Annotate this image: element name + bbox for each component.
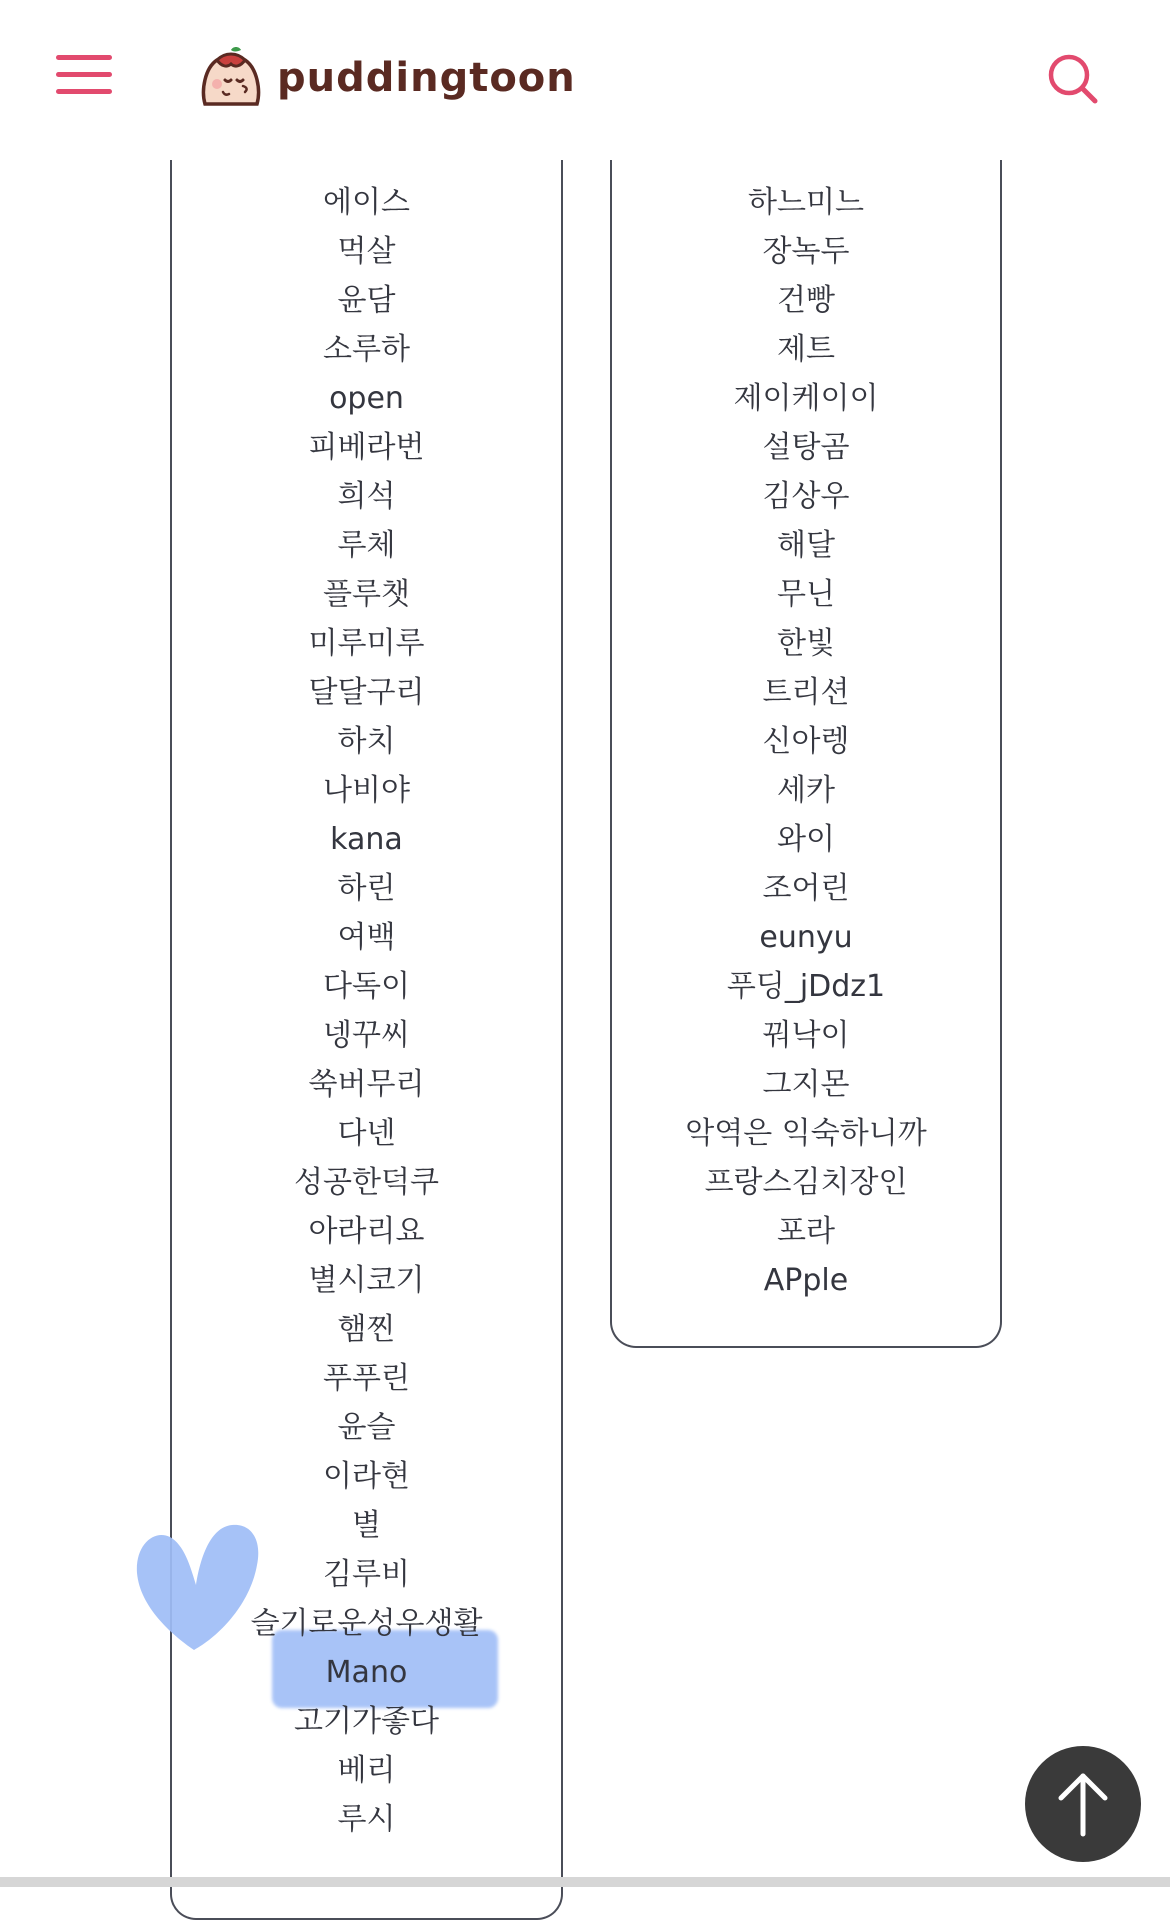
author-name-item[interactable]: 제이케이이 <box>733 381 879 416</box>
author-name-item[interactable]: kana <box>330 822 403 857</box>
author-name-item[interactable]: 베리 <box>337 1753 396 1788</box>
author-name-item[interactable]: 설탕곰 <box>762 430 850 465</box>
author-name-item[interactable]: 한빛 <box>777 626 835 661</box>
site-logo[interactable] <box>195 38 576 118</box>
author-name-item[interactable]: 쑥버무리 <box>308 1067 425 1102</box>
right-author-list <box>610 178 1002 1305</box>
hamburger-menu-button[interactable] <box>56 55 114 99</box>
author-name-item[interactable]: 고기가좋다 <box>294 1704 439 1739</box>
author-name-item[interactable]: 넹꾸씨 <box>323 1018 410 1053</box>
author-name-item[interactable]: 푸딩_jDdz1 <box>726 969 886 1004</box>
author-name-item[interactable]: 에이스 <box>323 185 410 220</box>
author-name-item[interactable]: 소루하 <box>323 332 410 367</box>
author-name-item[interactable]: 세카 <box>777 773 835 808</box>
author-name-item[interactable]: 플루챗 <box>323 577 410 612</box>
author-name-item[interactable]: 무닌 <box>777 577 835 612</box>
author-name-item[interactable]: 하린 <box>337 871 396 906</box>
author-name-item[interactable]: 제트 <box>777 332 835 367</box>
author-name-item[interactable]: 별 <box>352 1508 381 1543</box>
pudding-mascot-icon <box>195 42 267 114</box>
arrow-up-icon <box>1025 1746 1141 1862</box>
author-name-item[interactable]: 여백 <box>337 920 396 955</box>
author-name-item[interactable]: 신아렝 <box>762 724 850 759</box>
author-name-item[interactable]: 윤담 <box>337 283 396 318</box>
author-name-item[interactable]: 하느미느 <box>748 185 864 220</box>
author-name-item[interactable]: 건빵 <box>777 283 835 318</box>
author-name-item[interactable]: 슬기로운성우생활 <box>250 1606 483 1641</box>
search-button[interactable] <box>1046 52 1100 106</box>
author-name-item[interactable]: 악역은 익숙하니까 <box>685 1116 927 1151</box>
author-name-item[interactable]: 김루비 <box>323 1557 410 1592</box>
author-name-item[interactable]: 와이 <box>777 822 835 857</box>
author-name-item[interactable]: 장녹두 <box>762 234 850 269</box>
author-name-item[interactable]: 먹살 <box>337 234 396 269</box>
author-name-item[interactable]: Mano <box>325 1655 408 1690</box>
author-name-item[interactable]: 트리션 <box>762 675 850 710</box>
author-name-item[interactable]: 푸푸린 <box>323 1361 410 1396</box>
author-name-item[interactable]: 희석 <box>337 479 396 514</box>
author-name-item[interactable]: 포라 <box>777 1214 835 1249</box>
author-name-item[interactable]: 별시코기 <box>308 1263 425 1298</box>
author-name-item[interactable]: 하치 <box>337 724 396 759</box>
author-name-item[interactable]: 그지몬 <box>762 1067 850 1102</box>
author-name-item[interactable]: 이라현 <box>323 1459 410 1494</box>
author-name-item[interactable]: open <box>329 381 404 416</box>
author-name-item[interactable]: 조어린 <box>762 871 850 906</box>
search-icon <box>1046 52 1100 106</box>
author-name-item[interactable]: 다독이 <box>323 969 410 1004</box>
author-name-item[interactable]: 윤슬 <box>337 1410 396 1445</box>
top-header <box>0 0 1170 160</box>
bottom-edge-bar <box>0 1877 1170 1887</box>
author-name-item[interactable]: 나비야 <box>323 773 410 808</box>
author-name-item[interactable]: 김상우 <box>762 479 850 514</box>
author-name-item[interactable]: eunyu <box>759 920 853 955</box>
author-name-item[interactable]: APple <box>763 1263 849 1298</box>
scroll-to-top-button[interactable] <box>1025 1746 1141 1862</box>
author-name-item[interactable]: 루시 <box>337 1802 396 1837</box>
author-name-item[interactable]: 꿔낙이 <box>762 1018 850 1053</box>
author-name-item[interactable]: 피베라번 <box>308 430 425 465</box>
author-name-item[interactable]: 햄찐 <box>337 1312 396 1347</box>
author-name-item[interactable]: 해달 <box>777 528 835 563</box>
author-name-item[interactable]: 미루미루 <box>308 626 425 661</box>
author-name-item[interactable]: 루체 <box>337 528 396 563</box>
author-name-item[interactable]: 프랑스김치장인 <box>704 1165 908 1200</box>
author-name-item[interactable]: 아라리요 <box>308 1214 425 1249</box>
author-name-item[interactable]: 다넨 <box>337 1116 396 1151</box>
heart-doodle-icon <box>132 1515 267 1655</box>
logo-text: puddingtoon <box>277 55 576 101</box>
author-name-item[interactable]: 성공한덕쿠 <box>294 1165 439 1200</box>
author-name-item[interactable]: 달달구리 <box>308 675 425 710</box>
